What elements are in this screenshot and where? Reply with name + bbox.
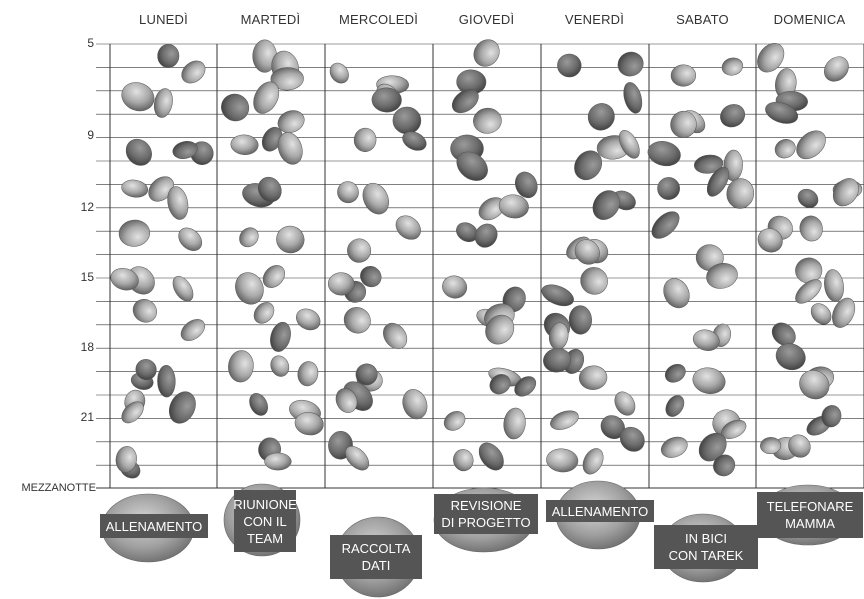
pebble-icon [296, 360, 320, 388]
pebble-icon [246, 390, 271, 418]
pebble-icon [772, 136, 799, 161]
pebble-icon [345, 237, 373, 265]
pebble-icon [579, 445, 607, 477]
pebble-icon [129, 295, 162, 327]
pebble-icon [791, 125, 831, 164]
pebble-icon [647, 207, 684, 244]
pebble-icon [471, 220, 502, 252]
day-label-6: DOMENICA [773, 12, 846, 27]
pebble-icon [231, 268, 268, 308]
pebble-icon [720, 56, 745, 78]
hour-label-5: 5 [87, 36, 94, 50]
pebble-icon [227, 349, 255, 383]
pebble-icon [658, 433, 690, 461]
pebble-icon [292, 305, 323, 334]
pebble-icon [339, 302, 375, 338]
event-label-2: RACCOLTA DATI [330, 535, 422, 579]
event-label-5: IN BICI CON TAREK [654, 525, 758, 569]
pebble-icon [662, 392, 688, 420]
pebble-icon [216, 89, 253, 126]
day-label-3: GIOVEDÌ [458, 12, 515, 27]
pebble-icon [548, 407, 581, 433]
pebble-icon [451, 447, 475, 473]
pebble-icon [545, 447, 579, 473]
hour-label-9: 9 [87, 128, 94, 142]
pebble-icon [690, 365, 727, 397]
pebble-icon [472, 107, 503, 135]
pebble-icon [177, 315, 209, 345]
day-label-0: LUNEDÌ [139, 12, 188, 27]
pebble-icon [569, 305, 593, 334]
pebble-icon [819, 52, 853, 86]
pebble-icon [611, 388, 639, 419]
day-label-1: MARTEDÌ [240, 12, 301, 27]
pebble-icon [265, 453, 292, 470]
pebble-icon [268, 353, 292, 379]
pebble-icon [798, 214, 825, 244]
pebble-icon [469, 35, 505, 72]
pebble-icon [121, 134, 157, 171]
pebble-icon [236, 224, 263, 251]
pebble-icon [659, 274, 695, 312]
pebble-icon [440, 273, 469, 300]
day-label-4: VENERDÌ [564, 12, 625, 27]
pebble-icon [333, 177, 362, 206]
pebble-icon [177, 56, 209, 87]
pebble-icon [502, 407, 527, 440]
pebble-icon [118, 218, 151, 247]
pebble-icon [828, 173, 864, 211]
hour-label-15: 15 [80, 270, 94, 284]
pebble-icon [399, 386, 431, 422]
event-label-6: TELEFONARE MAMMA [757, 492, 863, 538]
event-label-0: ALLENAMENTO [100, 514, 208, 538]
pebble-icon [671, 64, 696, 86]
day-label-5: SABATO [676, 12, 729, 27]
pebble-icon [725, 177, 755, 210]
pebble-icon [120, 178, 149, 199]
midnight-label: MEZZANOTTE [21, 482, 96, 494]
pebble-icon [575, 262, 613, 300]
pebble-icon [117, 78, 158, 116]
pebble-icon [807, 300, 835, 329]
pebble-icon [578, 365, 607, 391]
pebble-icon [169, 273, 197, 305]
pebble-icon [539, 281, 577, 310]
pebble-icon [230, 134, 259, 156]
event-label-4: ALLENAMENTO [546, 500, 654, 522]
pebble-icon [391, 211, 425, 244]
hour-label-12: 12 [80, 200, 94, 214]
pebble-icon [822, 268, 845, 303]
pebble-icon [157, 44, 179, 68]
pebble-icon [392, 106, 421, 134]
pebble-icon [621, 80, 645, 115]
event-label-1: RIUNIONE CON IL TEAM [234, 490, 296, 552]
pebble-icon [273, 222, 308, 256]
pebble-icon [772, 339, 809, 373]
pebble-icon [614, 48, 647, 80]
pebble-icon [174, 223, 206, 255]
pebble-icon [716, 100, 748, 131]
pebble-icon [326, 59, 352, 86]
pebble-icon [353, 127, 377, 153]
pebble-icon [645, 138, 683, 169]
pebble-icon [662, 361, 689, 387]
pebble-icon [657, 177, 680, 200]
event-label-3: REVISIONE DI PROGETTO [434, 494, 538, 534]
day-label-2: MERCOLEDÌ [338, 12, 419, 27]
pebble-icon [440, 407, 468, 434]
pebble-icon [157, 365, 175, 397]
hour-label-21: 21 [80, 410, 94, 424]
pebble-icon [557, 54, 581, 77]
pebble-icon [358, 179, 394, 219]
pebble-icon [583, 99, 619, 135]
pebble-icon [474, 438, 509, 475]
hour-label-18: 18 [80, 340, 94, 354]
